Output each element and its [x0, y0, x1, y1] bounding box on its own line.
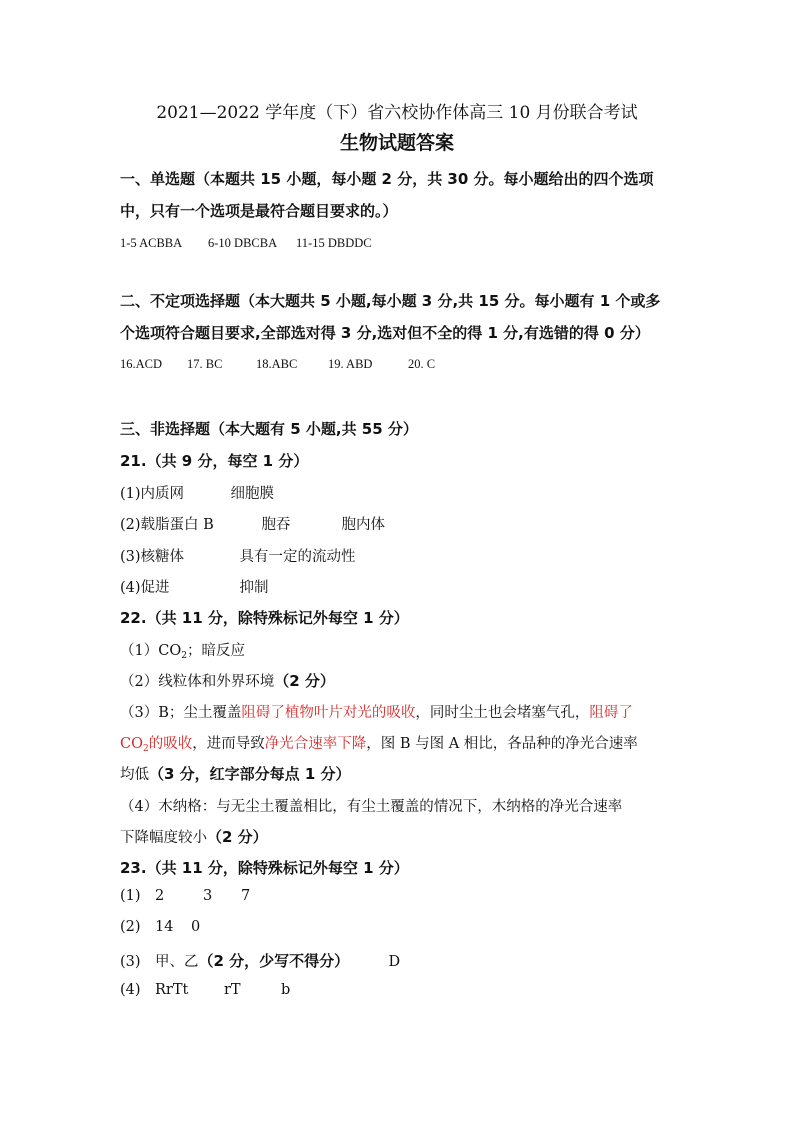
section2-heading-line1: 二、不定项选择题（本大题共 5 小题,每小题 3 分,共 15 分。每小题有 1 个或多: [120, 292, 661, 310]
q22-answer-2: [120, 670, 335, 691]
answer-cell: 细胞膜: [230, 486, 275, 502]
answer-cell: 内质网: [140, 486, 185, 502]
row-number: (4): [120, 982, 141, 998]
q22-heading: 22.（共 11 分，除特殊标记外每空 1 分）: [120, 609, 409, 627]
row-number: (4): [120, 580, 141, 596]
section1-heading-line1: 一、单选题（本题共 15 小题，每小题 2 分，共 30 分。每小题给出的四个选项: [120, 170, 654, 188]
answer-group: 1-5 ACBBA: [120, 236, 183, 250]
co2-text: CO: [158, 643, 182, 659]
q21-row-3: [120, 545, 356, 566]
answer-cell: 14: [155, 919, 174, 935]
row-number: (1): [120, 888, 141, 904]
q23-row-1: [120, 888, 250, 904]
answer-item: 18.ABC: [256, 357, 298, 371]
q23-heading: 23.（共 11 分，除特殊标记外每空 1 分）: [120, 859, 409, 877]
key-point-red: 的吸收: [148, 736, 193, 752]
answer-item: 19. ABD: [328, 357, 373, 371]
q23-row-2: [120, 919, 200, 935]
row-number: (3): [120, 954, 141, 970]
key-point-red: 净光合速率下降: [264, 736, 367, 752]
q23-row-4: [120, 982, 290, 998]
score-note: （2 分，少写不得分）: [198, 952, 350, 970]
answer-cell: b: [281, 982, 291, 998]
row-number: （4）: [120, 799, 159, 815]
q22-answer-4-line2: [120, 826, 268, 847]
answer-text: 均低: [120, 767, 149, 783]
answer-cell: 7: [241, 888, 251, 904]
section1-heading-line2: 中，只有一个选项是最符合题目要求的。）: [120, 202, 398, 220]
answer-text: ，进而导致: [192, 736, 265, 752]
answer-cell: 甲、乙: [155, 954, 199, 970]
answer-text: ，同时尘土也会堵塞气孔，: [415, 705, 590, 721]
q21-row-2: [120, 513, 385, 534]
score-note: （2 分）: [274, 672, 335, 690]
key-point-red: 阻碍了: [589, 705, 633, 721]
answer-cell: 具有一定的流动性: [239, 549, 356, 565]
answer-cell: RrTt: [155, 982, 189, 998]
key-point-red: 阻碍了植物叶片对光的吸收: [241, 705, 416, 721]
exam-title: 2021—2022 学年度（下）省六校协作体高三 10 月份联合考试: [156, 103, 638, 123]
section3-heading: 三、非选择题（本大题有 5 小题,共 55 分）: [120, 420, 418, 438]
row-number: （2）: [120, 674, 159, 690]
q22-answer-1: [120, 639, 245, 661]
score-note: （2 分）: [207, 828, 268, 846]
score-note: （3 分，红字部分每点 1 分）: [149, 765, 351, 783]
answer-cell: 促进: [140, 580, 170, 596]
q23-row-3: [120, 950, 400, 971]
q21-heading: 21.（共 9 分，每空 1 分）: [120, 452, 309, 470]
row-number: (2): [120, 919, 141, 935]
q22-answer-3-line3: [120, 763, 351, 784]
co2-subscript: 2: [181, 651, 187, 661]
section1-answers: [120, 236, 372, 251]
section2-answers: [120, 357, 435, 372]
exam-subtitle: 生物试题答案: [339, 132, 454, 154]
answer-item: 16.ACD: [120, 357, 163, 371]
answer-text: 木纳格：与无尘土覆盖相比，有尘土覆盖的情况下，木纳格的净光合速率: [158, 799, 623, 815]
answer-cell: D: [388, 954, 401, 970]
q21-row-1: [120, 482, 274, 503]
q22-answer-3-line1: [120, 701, 633, 722]
answer-cell: 2: [155, 888, 165, 904]
answer-cell: rT: [224, 982, 241, 998]
answer-group: 6-10 DBCBA: [208, 236, 278, 250]
q22-answer-3-line2: [120, 732, 638, 754]
answer-text: ，图 B 与图 A 相比，各品种的净光合速率: [366, 736, 638, 752]
answer-group: 11-15 DBDDC: [296, 236, 372, 250]
row-number: （3）: [120, 705, 159, 721]
answer-cell: 核糖体: [140, 549, 185, 565]
answer-cell: 载脂蛋白 B: [140, 517, 214, 533]
section2-heading-line2: 个选项符合题目要求,全部选对得 3 分,选对但不全的得 1 分,有选错的得 0 分）: [120, 324, 650, 342]
answer-item: 17. BC: [187, 357, 223, 371]
q22-answer-4-line1: [120, 795, 622, 816]
row-number: (1): [120, 486, 141, 502]
row-number: (3): [120, 549, 141, 565]
answer-cell: 3: [203, 888, 213, 904]
answer-cell: 胞内体: [341, 517, 386, 533]
key-point-red: CO: [120, 736, 143, 752]
answer-cell: 0: [191, 919, 201, 935]
q21-row-4: [120, 576, 269, 597]
answer-text: 下降幅度较小: [120, 830, 207, 846]
co2-subscript: 2: [142, 744, 149, 754]
answer-text: ；暗反应: [186, 643, 245, 659]
answer-cell: 胞吞: [261, 517, 291, 533]
answer-text: 线粒体和外界环境: [158, 674, 275, 690]
answer-text: B；尘土覆盖: [158, 705, 242, 721]
answer-item: 20. C: [408, 357, 436, 371]
answer-cell: 抑制: [239, 580, 269, 596]
row-number: (2): [120, 517, 141, 533]
row-number: （1）: [120, 643, 159, 659]
